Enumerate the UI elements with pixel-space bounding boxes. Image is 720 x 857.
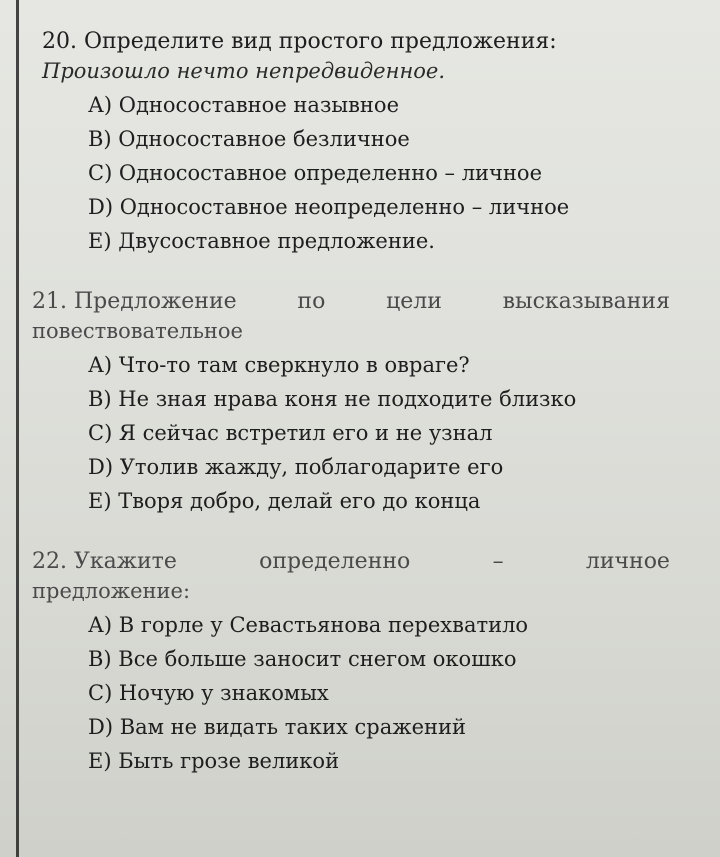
option-c: С) Ночую у знакомых xyxy=(88,681,329,705)
option-e: Е) Творя добро, делай его до конца xyxy=(88,489,481,513)
question-21-title xyxy=(30,286,670,317)
question-22-title xyxy=(30,546,670,577)
option-c: С) Односоставное определенно – личное xyxy=(88,161,543,185)
question-22-options xyxy=(30,608,670,778)
option-b: В) Односоставное безличное xyxy=(88,127,410,151)
option-d: D) Односоставное неопределенно – личное xyxy=(88,195,570,219)
question-20 xyxy=(30,26,670,258)
question-21-title-continuation: повествовательное xyxy=(32,319,243,343)
option-b: В) Все больше заносит снегом окошко xyxy=(88,647,517,671)
question-22-title-continuation: предложение: xyxy=(32,579,191,603)
question-22-title-word: личное xyxy=(585,549,670,574)
question-21-options xyxy=(30,348,670,518)
option-c: С) Я сейчас встретил его и не узнал xyxy=(88,421,493,445)
question-22-title-word: определенно xyxy=(259,549,411,574)
question-21-title-word: цели xyxy=(386,289,442,314)
question-21-title-word: высказывания xyxy=(502,289,670,314)
option-e: Е) Быть грозе великой xyxy=(88,749,340,773)
question-22-title-word: 22. Укажите xyxy=(32,549,177,574)
question-21-title-word: 21. Предложение xyxy=(32,289,237,314)
option-a: А) Односоставное назывное xyxy=(88,93,400,117)
question-22-title-word: – xyxy=(492,549,504,574)
option-e: Е) Двусоставное предложение. xyxy=(88,229,435,253)
question-21-title-word: по xyxy=(297,289,326,314)
option-a: А) В горле у Севастьянова перехватило xyxy=(88,613,529,637)
question-20-sentence: Произошло нечто непредвиденное. xyxy=(42,59,446,83)
test-document xyxy=(30,26,670,806)
option-b: В) Не зная нрава коня не подходите близко xyxy=(88,387,577,411)
question-20-title: 20. Определите вид простого предложения: xyxy=(42,29,557,54)
option-a: А) Что-то там сверкнуло в овраге? xyxy=(88,353,470,377)
option-d: D) Вам не видать таких сражений xyxy=(88,715,466,739)
option-d: D) Утолив жажду, поблагодарите его xyxy=(88,455,504,479)
question-20-options xyxy=(30,88,670,258)
question-22 xyxy=(30,546,670,778)
margin-line xyxy=(16,0,19,857)
question-21 xyxy=(30,286,670,518)
